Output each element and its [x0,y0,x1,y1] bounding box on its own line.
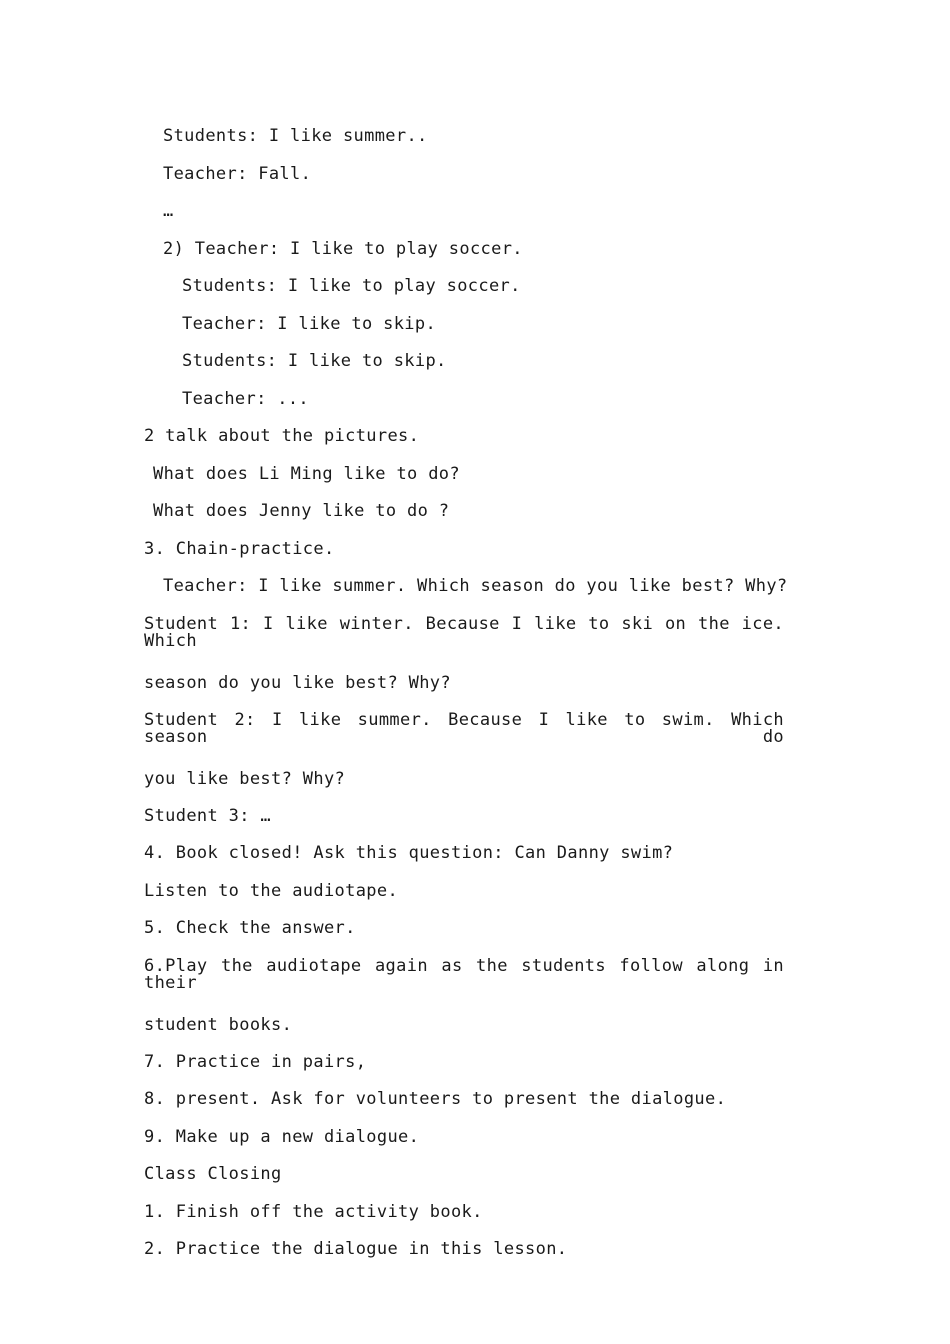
dialogue-line: Teacher: ... [182,388,310,409]
dialogue-line: Student 2: I like summer. Because I like to swim. Which season do [144,709,784,747]
dialogue-line: Teacher: Fall. [163,163,312,184]
dialogue-line: Student 1: I like winter. Because I like to ski on the ice. Which [144,613,784,651]
step-line: Listen to the audiotape. [144,880,399,901]
step-line: 5. Check the answer. [144,918,356,938]
dialogue-line-continuation: you like best? Why? [144,768,346,789]
dialogue-line: Teacher: I like summer. Which season do you like best? Why? [163,576,788,596]
step-line: 1. Finish off the activity book. [144,1201,483,1222]
step-line: 9. Make up a new dialogue. [144,1126,420,1147]
step-line: 7. Practice in pairs, [144,1051,367,1072]
step-line: 6.Play the audiotape again as the students follow along in their [144,955,784,993]
lesson-text-body [144,118,788,1269]
step-heading: 2 talk about the pictures. [144,426,420,446]
question-line: What does Jenny like to do ? [153,501,450,521]
section-heading: Class Closing [144,1164,282,1184]
dialogue-line: Students: I like to play soccer. [182,276,521,296]
dialogue-line: Students: I like summer.. [163,126,428,146]
dialogue-line: Students: I like to skip. [182,351,447,371]
step-line-continuation: student books. [144,1014,293,1035]
dialogue-line: Teacher: I like to skip. [182,313,437,334]
dialogue-line: Student 3: … [144,805,272,826]
dialogue-line-continuation: season do you like best? Why? [144,672,451,693]
step-line: 8. present. Ask for volunteers to present the dialogue. [144,1089,727,1109]
step-line: 2. Practice the dialogue in this lesson. [144,1239,568,1259]
step-heading: 3. Chain-practice. [144,538,335,559]
step-line: 4. Book closed! Ask this question: Can Danny swim? [144,843,674,863]
question-line: What does Li Ming like to do? [153,463,460,484]
ellipsis-line: … [163,201,174,221]
dialogue-line: 2) Teacher: I like to play soccer. [163,238,523,259]
